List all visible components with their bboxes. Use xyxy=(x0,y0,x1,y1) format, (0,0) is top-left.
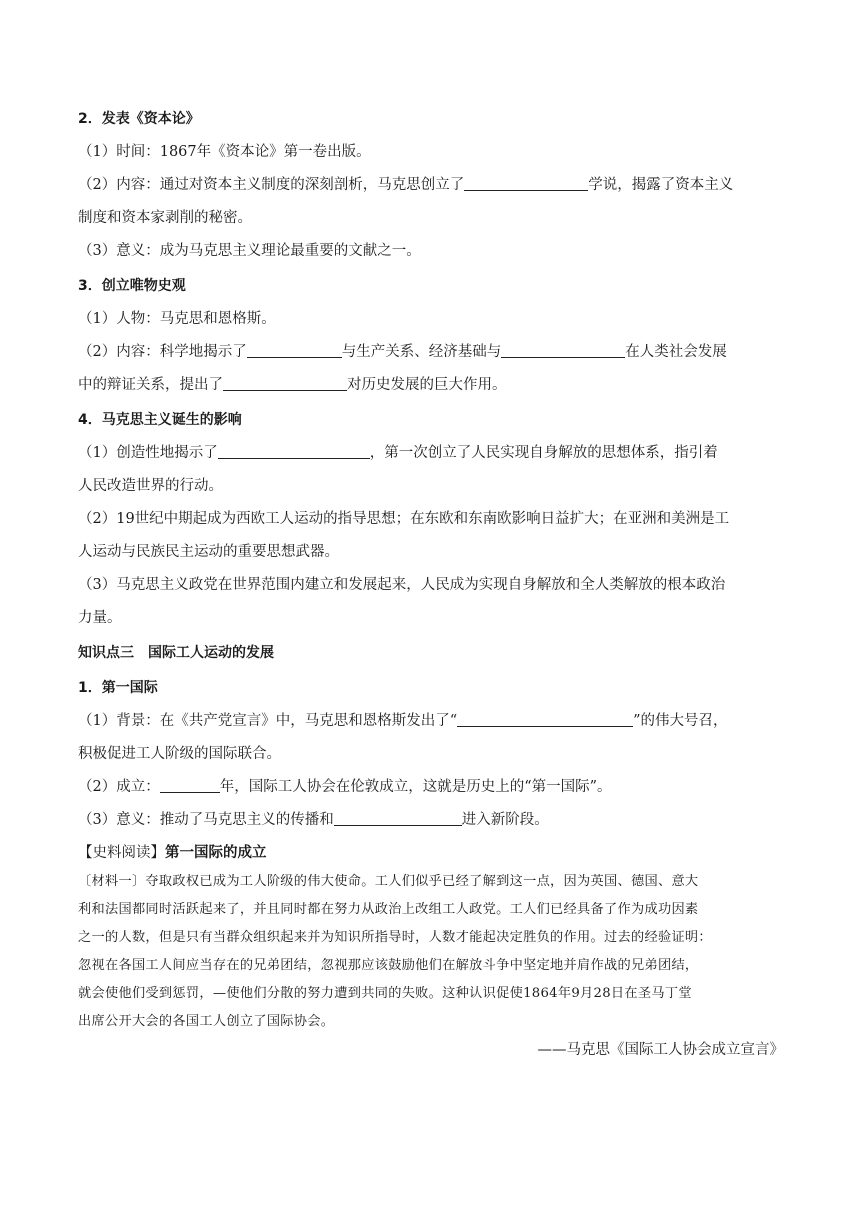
s3-text-c: 在人类社会发展 xyxy=(625,344,727,360)
answer-blank[interactable] xyxy=(501,343,625,358)
reading-line: 之一的人数，但是只有当群众组织起来并为知识所指导时，人数才能起决定胜负的作用。过去的经验证明： xyxy=(78,930,712,945)
answer-blank[interactable] xyxy=(218,444,370,459)
k3-p1-text-b: ”的伟大号召， xyxy=(633,713,728,729)
section-2-title: 2．发表《资本论》 xyxy=(78,111,200,127)
answer-blank[interactable] xyxy=(464,176,588,191)
s3-text-a: （2）内容：科学地揭示了 xyxy=(78,344,247,360)
s2-content xyxy=(78,174,784,196)
reading-line: 就会使他们受到惩罚，—使他们分散的努力遭到共同的失败。这种认识促使1864年9月28日在圣马丁堂 xyxy=(78,986,692,1001)
k3-founding xyxy=(78,776,784,798)
reading-line: 利和法国都同时活跃起来了，并且同时都在努力从政治上改组工人政党。工人们已经具备了作为成功因素 xyxy=(78,902,699,917)
reading-title: 第一国际的成立 xyxy=(165,845,267,861)
knowledge-point-3-title: 知识点三 国际工人运动的发展 xyxy=(78,645,274,661)
s2-content-text-b: 学说，揭露了资本主义 xyxy=(588,177,734,193)
answer-blank[interactable] xyxy=(457,712,633,727)
k3-background xyxy=(78,710,784,732)
reading-source: ——马克思《国际工人协会成立宣言》 xyxy=(537,1042,784,1058)
s2-significance: （3）意义：成为马克思主义理论最重要的文献之一。 xyxy=(78,243,421,259)
k3-p3-text-b: 进入新阶段。 xyxy=(461,812,549,828)
answer-blank[interactable] xyxy=(247,343,342,358)
reading-heading xyxy=(78,842,784,864)
reading-line: 忽视在各国工人间应当存在的兄弟团结，忽视那应该鼓励他们在解放斗争中坚定地并肩作战的兄弟团结， xyxy=(78,958,699,973)
k3-p2-text-b: 年，国际工人协会在伦敦成立，这就是历史上的“第一国际”。 xyxy=(219,779,612,795)
k3-background-cont: 积极促进工人阶级的国际联合。 xyxy=(78,746,281,762)
k3-significance xyxy=(78,809,784,831)
reading-line: 出席公开大会的各国工人创立了国际协会。 xyxy=(78,1014,335,1029)
reading-tag: 【史料阅读】 xyxy=(78,845,165,861)
s4-p1-text-a: （1）创造性地揭示了 xyxy=(78,445,218,461)
s4-p3-cont: 力量。 xyxy=(78,610,122,626)
s4-p1 xyxy=(78,442,784,464)
s3-content-cont xyxy=(78,374,784,396)
k3-p2-text-a: （2）成立： xyxy=(78,779,160,795)
answer-blank[interactable] xyxy=(223,376,347,391)
k3-p3-text-a: （3）意义：推动了马克思主义的传播和 xyxy=(78,812,334,828)
s2-content-cont: 制度和资本家剥削的秘密。 xyxy=(78,210,252,226)
s2-time: （1）时间：1867年《资本论》第一卷出版。 xyxy=(78,144,371,160)
answer-blank[interactable] xyxy=(334,811,462,826)
section-4-title: 4．马克思主义诞生的影响 xyxy=(78,412,242,428)
s4-p2-cont: 人运动与民族民主运动的重要思想武器。 xyxy=(78,544,339,560)
k3-p1-text-a: （1）背景：在《共产党宣言》中，马克思和恩格斯发出了“ xyxy=(78,713,458,729)
answer-blank[interactable] xyxy=(160,778,220,793)
document-content xyxy=(78,108,784,1062)
s3-text-e: 对历史发展的巨大作用。 xyxy=(347,377,507,393)
s3-content xyxy=(78,341,784,363)
k3-subtitle: 1．第一国际 xyxy=(78,680,158,696)
s3-text-d: 中的辩证关系，提出了 xyxy=(78,377,223,393)
s2-content-text-a: （2）内容：通过对资本主义制度的深刻剖析，马克思创立了 xyxy=(78,177,465,193)
s4-p2: （2）19世纪中期起成为西欧工人运动的指导思想；在东欧和东南欧影响日益扩大；在亚洲和美洲是工 xyxy=(78,511,730,527)
s4-p3: （3）马克思主义政党在世界范围内建立和发展起来，人民成为实现自身解放和全人类解放的根本政治 xyxy=(78,577,726,593)
reading-line: 〔材料一〕夺取政权已成为工人阶级的伟大使命。工人们似乎已经了解到这一点，因为英国、德国、意大 xyxy=(78,874,699,889)
reading-material xyxy=(78,868,784,1036)
section-3-title: 3．创立唯物史观 xyxy=(78,278,186,294)
s3-people: （1）人物：马克思和恩格斯。 xyxy=(78,311,276,327)
s3-text-b: 与生产关系、经济基础与 xyxy=(341,344,502,360)
s4-p1-cont: 人民改造世界的行动。 xyxy=(78,478,223,494)
s4-p1-text-b: ，第一次创立了人民实现自身解放的思想体系，指引着 xyxy=(369,445,718,461)
